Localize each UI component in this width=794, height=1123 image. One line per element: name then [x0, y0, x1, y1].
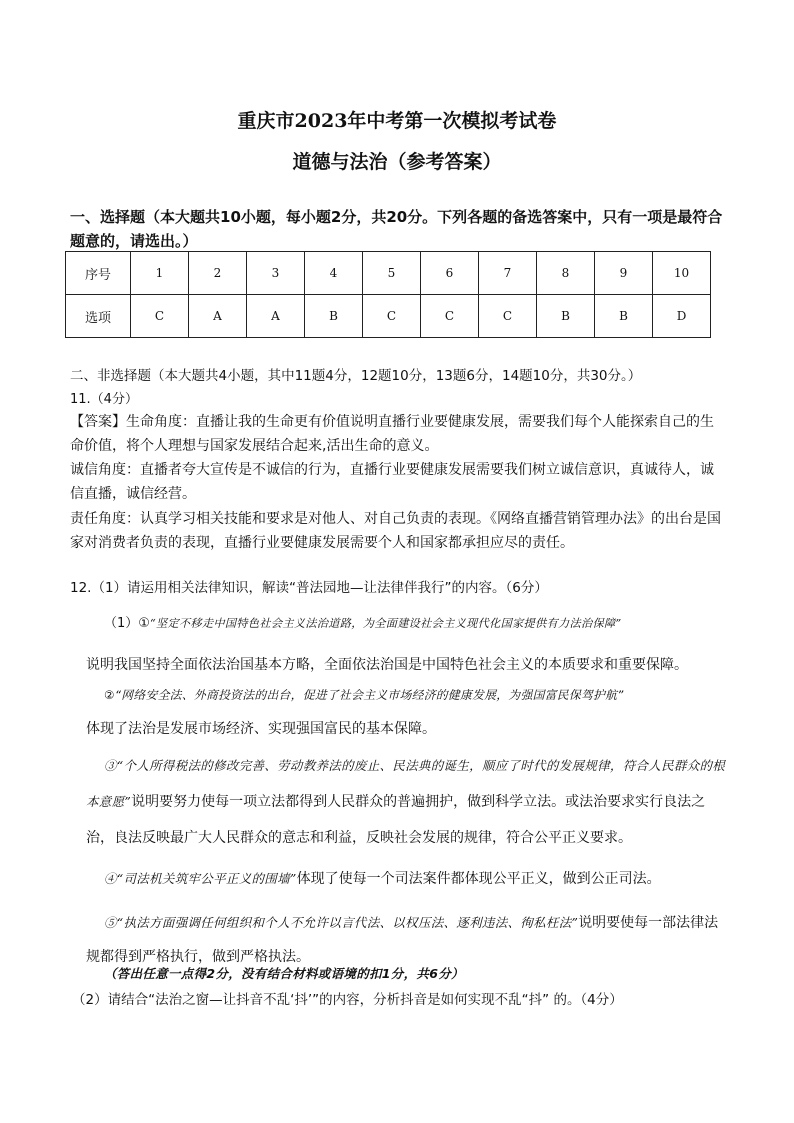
- p1-quote-line: [104, 612, 621, 631]
- table-cell: C: [131, 295, 189, 338]
- answer-table: [65, 251, 711, 338]
- q12-part2-label: （2）请结合“法治之窗—让抖音不乱‘抖’”的内容，分析抖音是如何实现不乱“抖” 的。（4分）: [72, 992, 623, 1008]
- table-cell: 3: [247, 252, 305, 295]
- table-cell: C: [421, 295, 479, 338]
- table-cell: 4: [305, 252, 363, 295]
- p1-explanation: 说明我国坚持全面依法治国基本方略，全面依法治国是中国特色社会主义的本质要求和重要保障。: [86, 657, 688, 673]
- table-cell: C: [363, 295, 421, 338]
- scoring-note: （答出任意一点得2分，没有结合材料或语境的扣1分，共6分）: [104, 966, 464, 981]
- p1-quote: “坚定不移走中国特色社会主义法治道路，为全面建设社会主义现代化国家提供有力法治保障”: [149, 617, 622, 630]
- table-cell: C: [479, 295, 537, 338]
- p5-explanation: 说明要使每一部法律法规都得到严格执行，做到严格执法。: [86, 915, 719, 965]
- table-cell: B: [595, 295, 653, 338]
- p4-line: [104, 868, 661, 888]
- p3-explanation: 说明要努力使每一项立法都得到人民群众的普遍拥护，做到科学立法。或法治要求实行良法之治，良法反映最广大人民群众的意志和利益，反映社会发展的规律，符合公平正义要求。: [86, 794, 706, 846]
- p3-block: [86, 748, 726, 856]
- table-cell: 1: [131, 252, 189, 295]
- p1-prefix: （1）①: [104, 616, 150, 631]
- section2-heading: 二、非选择题（本大题共4小题，其中11题4分，12题10分，13题6分，14题10分，共30分。）: [70, 368, 642, 384]
- p2-quote: ②“网络安全法、外商投资法的出台，促进了社会主义市场经济的健康发展，为强国富民保驾护航”: [104, 688, 624, 702]
- page-title: 重庆市2023年中考第一次模拟考试卷: [237, 110, 557, 132]
- p3-quote: ③“个人所得税法的修改完善、劳动教养法的废止、民法典的诞生，顺应了时代的发展规律，符合人民群众的根本意愿”: [86, 758, 726, 809]
- q11-label: 11.（4分）: [70, 392, 138, 407]
- q11-life-text: 生命角度：直播让我的生命更有价值说明直播行业要健康发展，需要我们每个人能探索自己的生命价值，将个人理想与国家发展结合起来,活出生命的意义。: [70, 414, 714, 454]
- table-cell: 9: [595, 252, 653, 295]
- section1-heading: 一、选择题（本大题共10小题，每小题2分，共20分。下列各题的备选答案中，只有一项是最符合题意的，请选出。）: [70, 208, 723, 250]
- q11-integrity-answer: 诚信角度：直播者夸大宣传是不诚信的行为，直播行业要健康发展需要我们树立诚信意识，真诚待人，诚信直播，诚信经营。: [70, 462, 714, 502]
- row-label-answer: 选项: [66, 295, 131, 338]
- table-cell: D: [653, 295, 711, 338]
- table-cell: B: [305, 295, 363, 338]
- table-row-answers: [66, 295, 711, 338]
- p4-explanation: 体现了使每一个司法案件都体现公平正义，做到公正司法。: [296, 871, 661, 887]
- table-cell: 6: [421, 252, 479, 295]
- table-cell: A: [247, 295, 305, 338]
- table-cell: 2: [189, 252, 247, 295]
- row-label-number: 序号: [66, 252, 131, 295]
- page-subtitle: 道德与法治（参考答案）: [292, 151, 502, 173]
- p5-quote: ⑤“执法方面强调任何组织和个人不允许以言代法、以权压法、逐利违法、徇私枉法”: [104, 915, 579, 930]
- q11-life-answer: [70, 410, 725, 458]
- answer-bracket: 【答案】: [70, 414, 126, 430]
- table-cell: 8: [537, 252, 595, 295]
- p2-explanation: 体现了法治是发展市场经济、实现强国富民的基本保障。: [86, 721, 436, 737]
- table-cell: B: [537, 295, 595, 338]
- table-cell: 10: [653, 252, 711, 295]
- p4-quote: ④“司法机关筑牢公平正义的围墙”: [104, 871, 297, 886]
- q11-responsibility-answer: 责任角度：认真学习相关技能和要求是对他人、对自己负责的表现。《网络直播营销管理办法》的出台是国家对消费者负责的表现，直播行业要健康发展需要个人和国家都承担应尽的责任。: [70, 511, 721, 551]
- table-cell: 7: [479, 252, 537, 295]
- q12-part1-label: 12.（1）请运用相关法律知识，解读“普法园地—让法律伴我行”的内容。（6分）: [70, 580, 548, 596]
- table-cell: 5: [363, 252, 421, 295]
- table-cell: A: [189, 295, 247, 338]
- table-row-numbers: [66, 252, 711, 295]
